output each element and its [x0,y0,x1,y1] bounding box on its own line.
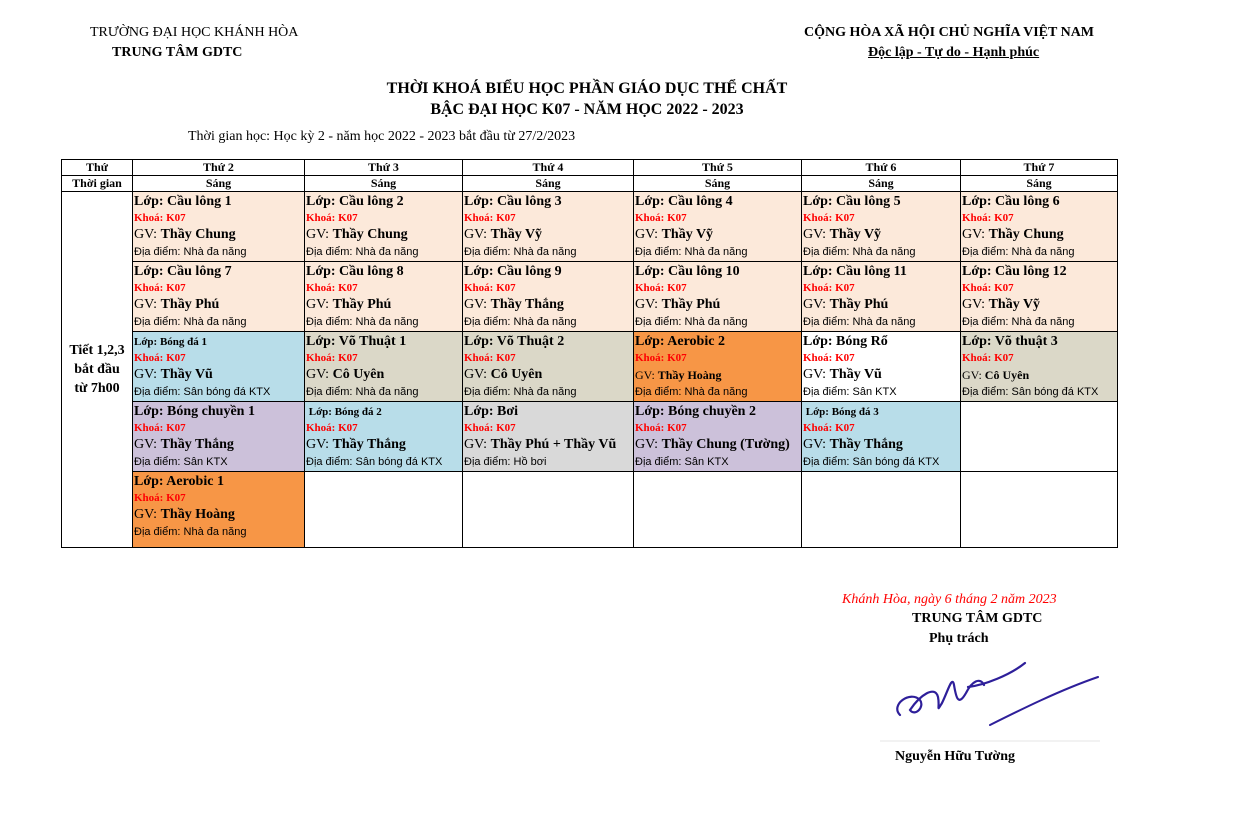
day-header: Thứ 6 [802,160,961,176]
class-slot [961,262,1118,332]
location: Địa điểm: Nhà đa năng [306,316,419,328]
teacher [464,435,632,455]
teacher [635,435,800,455]
timetable-row [62,262,1118,332]
cohort-label: Khoá: K07 [635,422,687,434]
teacher-prefix: GV: [134,297,161,312]
location: Địa điểm: Nhà đa năng [306,246,419,258]
teacher-prefix: GV: [635,368,658,382]
teacher-name: Thầy Chung [160,227,236,242]
cohort-label: Khoá: K07 [134,492,186,504]
teacher-name: Thầy Hoàng [160,507,235,522]
class-name: Lớp: Cầu lông 7 [134,264,232,279]
teacher-name: Thầy Chung [332,227,408,242]
class-slot [463,192,634,262]
teacher-name: Thầy Thắng [160,437,234,452]
empty-slot [961,402,1118,472]
location: Địa điểm: Sân bóng đá KTX [962,386,1099,398]
teacher [134,225,303,245]
day-header: Thứ 4 [463,160,634,176]
teacher-prefix: GV: [306,297,333,312]
class-name: Lớp: Bóng chuyền 2 [635,404,756,419]
class-slot [802,262,961,332]
cohort-label: Khoá: K07 [134,422,186,434]
teacher-prefix: GV: [464,227,491,242]
session-header-row [62,176,1118,192]
cohort-label: Khoá: K07 [803,422,855,434]
teacher-name: Thầy Hoàng [657,368,722,382]
class-slot [133,332,305,402]
cohort-label: Khoá: K07 [134,212,186,224]
class-name: Lớp: Cầu lông 12 [962,264,1067,279]
class-name: Lớp: Cầu lông 10 [635,264,740,279]
teacher-name: Thầy Thắng [829,437,903,452]
empty-slot [634,472,802,548]
class-name: Lớp: Cầu lông 1 [134,194,232,209]
teacher-prefix: GV: [635,437,662,452]
corner-time-label: Thời gian [62,176,133,192]
teacher-prefix: GV: [962,368,985,382]
teacher-name: Thầy Phú [661,297,721,312]
cohort-label: Khoá: K07 [464,422,516,434]
teacher-name: Thầy Vũ [829,367,882,382]
teacher-prefix: GV: [306,367,333,382]
class-name: Lớp: Cầu lông 6 [962,194,1060,209]
class-slot [463,402,634,472]
location: Địa điểm: Sân bóng đá KTX [134,386,271,398]
teacher-prefix: GV: [306,437,333,452]
teacher-name: Thầy Thắng [490,297,564,312]
study-time-note: Thời gian học: Học kỳ 2 - năm học 2022 - 2023 bắt đầu từ 27/2/2023 [188,129,576,144]
location: Địa điểm: Nhà đa năng [962,316,1075,328]
timetable [61,159,1118,548]
cohort-label: Khoá: K07 [803,282,855,294]
class-slot [133,192,305,262]
teacher-prefix: GV: [134,227,161,242]
class-slot [133,262,305,332]
teacher [464,225,632,245]
class-slot [634,192,802,262]
cohort-label: Khoá: K07 [962,282,1014,294]
day-header: Thứ 5 [634,160,802,176]
location: Địa điểm: Sân KTX [635,456,729,468]
teacher [803,365,959,385]
teacher [134,365,303,385]
location: Địa điểm: Nhà đa năng [635,316,748,328]
session-header: Sáng [133,176,305,192]
national-title: CỘNG HÒA XÃ HỘI CHỦ NGHĨA VIỆT NAM [804,25,1095,40]
teacher [464,295,632,315]
location: Địa điểm: Nhà đa năng [464,316,577,328]
teacher-prefix: GV: [306,227,333,242]
cohort-label: Khoá: K07 [306,212,358,224]
teacher [306,365,461,385]
teacher [962,225,1116,245]
teacher [134,505,303,525]
class-name: Lớp: Bóng đá 2 [306,406,382,418]
location: Địa điểm: Nhà đa năng [464,246,577,258]
teacher-prefix: GV: [464,367,491,382]
teacher [464,365,632,385]
teacher-name: Thầy Vỹ [829,227,882,242]
center-name: TRUNG TÂM GDTC [112,45,243,60]
cohort-label: Khoá: K07 [306,422,358,434]
teacher-prefix: GV: [803,367,830,382]
teacher-name: Thầy Vỹ [661,227,714,242]
document-subtitle: BẬC ĐẠI HỌC K07 - NĂM HỌC 2022 - 2023 [430,101,744,118]
teacher-prefix: GV: [803,297,830,312]
teacher [134,295,303,315]
session-header: Sáng [634,176,802,192]
cohort-label: Khoá: K07 [306,352,358,364]
teacher-name: Thầy Vỹ [988,297,1041,312]
school-name: TRƯỜNG ĐẠI HỌC KHÁNH HÒA [90,25,299,40]
timetable-row [62,192,1118,262]
class-name: Lớp: Bóng chuyền 1 [134,404,255,419]
timetable-row [62,402,1118,472]
teacher [962,365,1116,385]
teacher [134,435,303,455]
cohort-label: Khoá: K07 [803,352,855,364]
cohort-label: Khoá: K07 [635,352,687,364]
teacher-name: Thầy Phú [829,297,889,312]
teacher [306,295,461,315]
signing-date: Khánh Hòa, ngày 6 tháng 2 năm 2023 [842,592,1057,607]
teacher [635,225,800,245]
national-motto: Độc lập - Tự do - Hạnh phúc [868,45,1040,60]
period-label-line: từ 7h00 [74,381,120,396]
teacher [803,435,959,455]
location: Địa điểm: Nhà đa năng [134,246,247,258]
class-name: Lớp: Cầu lông 9 [464,264,562,279]
class-slot [305,192,463,262]
location: Địa điểm: Nhà đa năng [962,246,1075,258]
teacher-name: Thầy Chung (Tường) [661,437,790,452]
class-slot [305,332,463,402]
location: Địa điểm: Nhà đa năng [803,246,916,258]
class-name: Lớp: Võ Thuật 2 [464,334,565,349]
location: Địa điểm: Nhà đa năng [635,386,748,398]
class-name: Lớp: Bóng Rổ [803,334,888,349]
cohort-label: Khoá: K07 [464,352,516,364]
empty-slot [961,472,1118,548]
location: Địa điểm: Nhà đa năng [464,386,577,398]
day-header: Thứ 3 [305,160,463,176]
class-slot [802,192,961,262]
day-header: Thứ 2 [133,160,305,176]
class-slot [634,332,802,402]
teacher-prefix: GV: [464,437,491,452]
teacher-prefix: GV: [635,297,662,312]
class-name: Lớp: Võ thuật 3 [962,334,1058,349]
class-name: Lớp: Aerobic 2 [635,334,725,349]
signer-name: Nguyễn Hữu Tường [895,749,1015,764]
class-name: Lớp: Bơi [464,404,519,419]
location: Địa điểm: Nhà đa năng [803,316,916,328]
cohort-label: Khoá: K07 [962,212,1014,224]
session-header: Sáng [463,176,634,192]
location: Địa điểm: Hồ bơi [464,456,547,468]
handwritten-signature [880,655,1110,745]
teacher-name: Thầy Thắng [332,437,406,452]
teacher-prefix: GV: [635,227,662,242]
teacher-name: Cô Uyên [984,368,1030,382]
teacher-name: Thầy Chung [988,227,1064,242]
corner-day-label: Thứ [62,160,133,176]
teacher-name: Thầy Vũ [160,367,213,382]
class-name: Lớp: Cầu lông 3 [464,194,562,209]
class-name: Lớp: Aerobic 1 [134,474,224,489]
class-name: Lớp: Cầu lông 4 [635,194,733,209]
teacher-prefix: GV: [134,437,161,452]
period-label-line: Tiết 1,2,3 [69,343,125,358]
period-label [62,192,133,548]
class-slot [305,262,463,332]
class-slot [463,262,634,332]
class-slot [802,332,961,402]
cohort-label: Khoá: K07 [134,282,186,294]
teacher [635,295,800,315]
class-slot [634,402,802,472]
teacher [635,365,800,385]
cohort-label: Khoá: K07 [803,212,855,224]
location: Địa điểm: Nhà đa năng [134,316,247,328]
period-label-line: bắt đầu [74,362,120,377]
class-slot [961,332,1118,402]
teacher-name: Thầy Phú [332,297,392,312]
location: Địa điểm: Nhà đa năng [134,526,247,538]
teacher-name: Cô Uyên [490,367,543,382]
signing-org: TRUNG TÂM GDTC [912,611,1043,626]
class-slot [961,192,1118,262]
location: Địa điểm: Sân bóng đá KTX [803,456,940,468]
teacher-name: Thầy Phú + Thầy Vũ [490,437,617,452]
teacher-name: Thầy Vỹ [490,227,543,242]
empty-slot [802,472,961,548]
teacher-prefix: GV: [134,507,161,522]
teacher-prefix: GV: [803,437,830,452]
class-name: Lớp: Bóng đá 3 [803,406,879,418]
timetable-row [62,472,1118,548]
class-slot [463,332,634,402]
timetable-row [62,332,1118,402]
session-header: Sáng [802,176,961,192]
day-header-row [62,160,1118,176]
teacher-prefix: GV: [464,297,491,312]
teacher [306,225,461,245]
cohort-label: Khoá: K07 [635,212,687,224]
class-name: Lớp: Võ Thuật 1 [306,334,407,349]
day-header: Thứ 7 [961,160,1118,176]
class-slot [802,402,961,472]
class-name: Lớp: Cầu lông 11 [803,264,907,279]
teacher-prefix: GV: [803,227,830,242]
empty-slot [463,472,634,548]
teacher-name: Cô Uyên [332,367,385,382]
teacher [803,295,959,315]
class-slot [305,402,463,472]
cohort-label: Khoá: K07 [464,212,516,224]
teacher-prefix: GV: [962,227,989,242]
cohort-label: Khoá: K07 [464,282,516,294]
class-slot [133,472,305,548]
session-header: Sáng [305,176,463,192]
cohort-label: Khoá: K07 [635,282,687,294]
class-name: Lớp: Bóng đá 1 [134,336,208,348]
location: Địa điểm: Sân KTX [803,386,897,398]
teacher [306,435,461,455]
teacher-prefix: GV: [134,367,161,382]
location: Địa điểm: Sân bóng đá KTX [306,456,443,468]
location: Địa điểm: Nhà đa năng [306,386,419,398]
cohort-label: Khoá: K07 [134,352,186,364]
session-header: Sáng [961,176,1118,192]
signing-role: Phụ trách [929,631,989,646]
class-name: Lớp: Cầu lông 2 [306,194,404,209]
document-title: THỜI KHOÁ BIỂU HỌC PHẦN GIÁO DỤC THỂ CHẤT [386,80,788,97]
class-name: Lớp: Cầu lông 5 [803,194,901,209]
location: Địa điểm: Nhà đa năng [635,246,748,258]
teacher [962,295,1116,315]
class-name: Lớp: Cầu lông 8 [306,264,404,279]
location: Địa điểm: Sân KTX [134,456,228,468]
teacher [803,225,959,245]
teacher-name: Thầy Phú [160,297,220,312]
teacher-prefix: GV: [962,297,989,312]
cohort-label: Khoá: K07 [962,352,1014,364]
cohort-label: Khoá: K07 [306,282,358,294]
class-slot [133,402,305,472]
class-slot [634,262,802,332]
empty-slot [305,472,463,548]
